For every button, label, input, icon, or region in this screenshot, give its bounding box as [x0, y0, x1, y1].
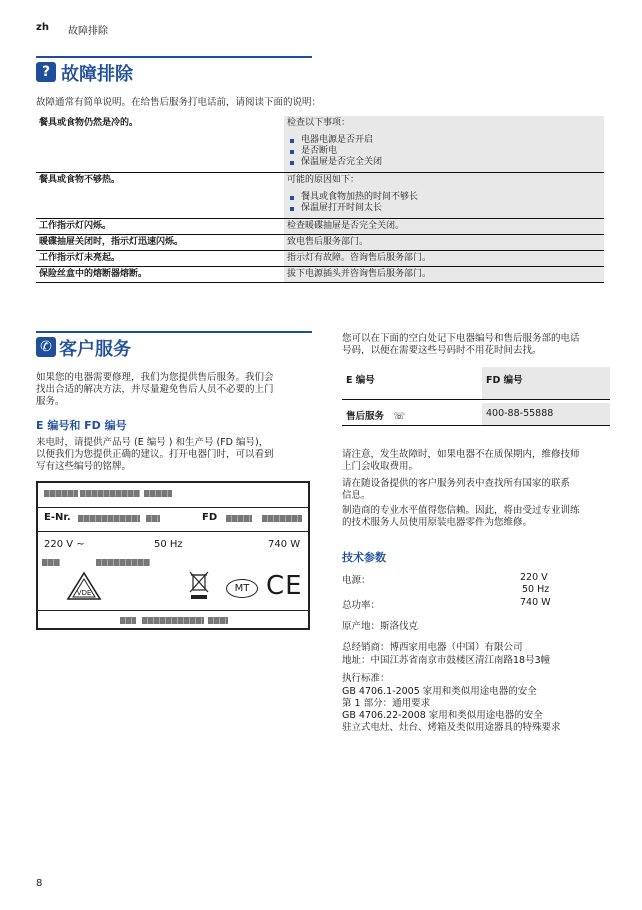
vde-mark-icon: [66, 571, 102, 601]
solution-list: [287, 192, 601, 214]
problem-cell: 保险丝盒中的熔断器熔断。: [36, 267, 284, 283]
solution-list-item: 餐具或食物加热的时间不够长: [301, 192, 601, 203]
redacted-bar: [142, 617, 204, 624]
solution-text: 指示灯有故障。咨询售后服务部门。: [287, 253, 432, 263]
solution-list-item: 电器电源是否开启: [301, 135, 601, 146]
solution-cell: [284, 219, 604, 235]
specs-standard-1: GB 4706.1-2005 家用和类似用途电器的安全: [342, 686, 537, 697]
troubleshooting-row: [36, 267, 604, 283]
solution-cell: [284, 251, 604, 267]
troubleshooting-row: [36, 219, 604, 235]
troubleshooting-row: [36, 173, 604, 219]
rating-plate: [36, 481, 310, 630]
fd-number-label: FD 编号: [482, 367, 610, 399]
redacted-bar: [262, 515, 302, 522]
redacted-bar: [208, 617, 228, 624]
telephone-icon: ✆: [36, 337, 56, 357]
solution-text: 检查以下事项：: [287, 118, 351, 128]
solution-list-item: 保温屉是否完全关闭: [301, 157, 601, 168]
enr-fd-text: 来电时，请提供产品号 (E 编号 ) 和生产号 (FD 编号)， 以便我们为您提供正确的建议。打开电器门时，可以看到 写有这些编号的铭牌。: [36, 437, 274, 472]
redacted-bar: [146, 515, 160, 522]
plate-frequency: 50 Hz: [154, 539, 183, 550]
note-warranty: 请注意，发生故障时，如果电器不在质保期内，维修技师 上门会收取费用。: [342, 449, 580, 472]
solution-list-item: 是否断电: [301, 146, 601, 157]
redacted-bar: [78, 515, 140, 522]
plate-enr-label: E-Nr.: [44, 512, 71, 523]
specs-total-power-label: 总功率：: [342, 600, 381, 611]
specs-heading: 技术参数: [342, 551, 386, 564]
section-rule: [36, 56, 312, 58]
solution-list: [287, 135, 601, 168]
specs-origin: 原产地：斯洛伐克: [342, 621, 419, 632]
redacted-bar: [44, 490, 78, 497]
problem-cell: 餐具或食物仍然是冷的。: [36, 116, 284, 173]
troubleshooting-table: [36, 116, 604, 283]
redacted-bar: [144, 490, 172, 497]
plate-fd-label: FD: [202, 512, 218, 523]
problem-cell: 餐具或食物不够热。: [36, 173, 284, 219]
specs-standard-4: 驻立式电灶、灶台、烤箱及类似用途器具的特殊要求: [342, 722, 561, 733]
e-number-label: E 编号: [346, 375, 375, 386]
troubleshooting-intro: 故障通常有简单说明。在给售后服务打电话前，请阅读下面的说明：: [36, 97, 322, 108]
telephone-icon: ☏: [393, 411, 406, 422]
redacted-bar: [42, 559, 60, 566]
problem-cell: 工作指示灯未亮起。: [36, 251, 284, 267]
solution-cell: [284, 235, 604, 251]
enr-fd-heading: E 编号和 FD 编号: [36, 419, 127, 432]
service-label: 售后服务 ☏: [346, 411, 406, 422]
specs-total-power: 740 W: [520, 597, 551, 608]
note-technicians: 制造商的专业水平值得您信赖。因此，将由受过专业训练 的技术服务人员使用原装电器零件为您维修。: [342, 505, 580, 528]
customer-service-title: 客户服务: [59, 339, 131, 360]
specs-voltage: 220 V: [520, 572, 548, 583]
specs-power-label: 电源：: [342, 575, 371, 586]
service-note: 您可以在下面的空白处记下电器编号和售后服务部的电话 号码，以便在需要这些号码时不用花时间去找。: [342, 333, 580, 356]
specs-standard-2: 第 1 部分：通用要求: [342, 698, 431, 709]
solution-text: 可能的原因如下：: [287, 175, 360, 185]
redacted-bar: [120, 617, 136, 624]
solution-text: 检查暖碟抽屉是否完全关闭。: [287, 221, 405, 231]
redacted-bar: [80, 490, 140, 497]
plate-power: 740 W: [268, 539, 301, 550]
ce-mark: CE: [266, 571, 303, 601]
service-row-numbers: [342, 367, 610, 400]
question-help-icon: ?: [36, 62, 56, 82]
page-number: 8: [36, 878, 43, 889]
problem-cell: 暖碟抽屉关闭时，指示灯迅速闪烁。: [36, 235, 284, 251]
troubleshooting-row: [36, 116, 604, 173]
service-phone: 400-88-55888: [482, 403, 610, 425]
note-contacts: 请在随设备提供的客户服务列表中查找所有国家的联系 信息。: [342, 478, 571, 501]
specs-frequency: 50 Hz: [522, 584, 550, 595]
problem-cell: 工作指示灯闪烁。: [36, 219, 284, 235]
troubleshooting-row: [36, 251, 604, 267]
solution-text: 致电售后服务部门。: [287, 237, 369, 247]
customer-service-intro: 如果您的电器需要修理，我们为您提供售后服务。我们会 找出合适的解决方法，并尽量避免售后人员不必要的上门 服务。: [36, 372, 274, 407]
troubleshooting-title: 故障排除: [61, 64, 133, 85]
redacted-bar: [226, 515, 252, 522]
solution-cell: [284, 267, 604, 283]
specs-standard-label: 执行标准：: [342, 673, 390, 684]
specs-standard-3: GB 4706.22-2008 家用和类似用途电器的安全: [342, 710, 543, 721]
solution-cell: [284, 116, 604, 173]
weee-bin-icon: [188, 570, 210, 600]
redacted-bar: [96, 559, 150, 566]
solution-cell: [284, 173, 604, 219]
section-rule: [36, 331, 312, 333]
service-row-phone: [342, 403, 610, 426]
solution-list-item: 保温屉打开时间太长: [301, 203, 601, 214]
specs-distributor: 总经销商：博西家用电器（中国）有限公司: [342, 642, 523, 653]
header-title: 故障排除: [68, 26, 108, 37]
mt-mark: MT: [226, 579, 258, 598]
vde-mark-label: VDE: [76, 589, 92, 597]
language-code: zh: [36, 22, 49, 33]
troubleshooting-row: [36, 235, 604, 251]
solution-text: 拔下电源插头并咨询售后服务部门。: [287, 269, 432, 279]
specs-address: 地址：中国江苏省南京市鼓楼区清江南路18号3幢: [342, 655, 551, 666]
plate-voltage: 220 V ~: [44, 539, 85, 550]
